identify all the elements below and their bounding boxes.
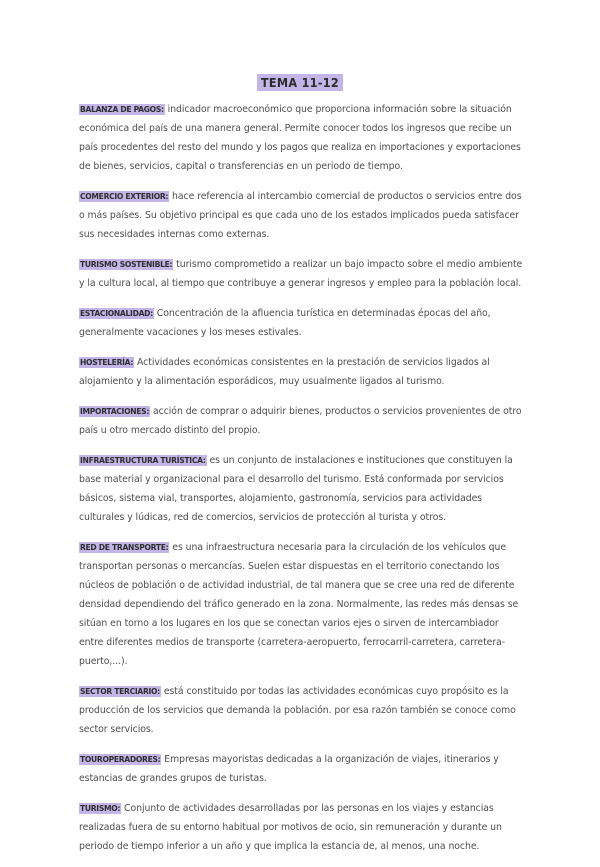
glossary-definition: es un conjunto de instalaciones e instituciones que constituyen la base material y organizacional para el desarrollo del turismo. Está conformada por servicios básicos, sistema vial, transportes, alojamiento, gastronomía, servicios para actividades culturales y lúdicas, red de comercios, servicios de protección al turista y otros.	[79, 455, 513, 523]
glossary-entry	[79, 538, 523, 671]
glossary-entry	[79, 187, 523, 244]
glossary-term: SECTOR TERCIARIO:	[80, 687, 160, 696]
glossary-definition: Concentración de la afluencia turística en determinadas épocas del año, generalmente vacaciones y los meses estivales.	[79, 308, 491, 338]
glossary-definition: está constituido por todas las actividades económicas cuyo propósito es la producción de los servicios que demanda la población. por esa razón también se conoce como sector servicios.	[79, 686, 516, 735]
glossary-term: HOSTELERÍA:	[80, 358, 134, 367]
glossary-definition: acción de comprar o adquirir bienes, productos o servicios provenientes de otro país u otro mercado distinto del propio.	[79, 406, 522, 436]
glossary-definition: Actividades económicas consistentes en la prestación de servicios ligados al alojamiento y la alimentación esporádicos, muy usualmente ligados al turismo.	[79, 357, 490, 387]
glossary-entry	[79, 402, 523, 440]
glossary-term: TOUROPERADORES:	[80, 755, 161, 764]
glossary-entry	[79, 799, 523, 856]
glossary-list	[79, 100, 523, 867]
glossary-term: BALANZA DE PAGOS:	[80, 105, 164, 114]
glossary-term: RED DE TRANSPORTE:	[80, 543, 169, 552]
glossary-entry	[79, 100, 523, 176]
glossary-term: TURISMO:	[80, 804, 121, 813]
glossary-entry	[79, 682, 523, 739]
glossary-term: COMERCIO EXTERIOR:	[80, 192, 169, 201]
page-title: TEMA 11-12	[257, 74, 343, 91]
glossary-term: TURISMO SOSTENIBLE:	[80, 260, 173, 269]
glossary-definition: Conjunto de actividades desarrolladas por las personas en los viajes y estancias realizadas fuera de su entorno habitual por motivos de ocio, sin remuneración y durante un periodo de tiempo inferior a un año y que implica la estancia de, al menos, una noche.	[79, 803, 502, 852]
glossary-definition: indicador macroeconómico que proporciona información sobre la situación económica del país de una manera general. Permite conocer todos los ingresos que recibe un país procedentes del resto del mundo y los pagos que realiza en importaciones y exportaciones de bienes, servicios, capital o transferencias en un periodo de tiempo.	[79, 104, 521, 172]
glossary-term: INFRAESTRUCTURA TURÍSTICA:	[80, 456, 206, 465]
glossary-term: IMPORTACIONES:	[80, 407, 150, 416]
title-container	[0, 72, 600, 91]
glossary-entry	[79, 353, 523, 391]
glossary-entry	[79, 750, 523, 788]
glossary-definition: turismo comprometido a realizar un bajo impacto sobre el medio ambiente y la cultura local, al tiempo que contribuye a generar ingresos y empleo para la población local.	[79, 259, 523, 289]
glossary-entry	[79, 255, 523, 293]
glossary-term: ESTACIONALIDAD:	[80, 309, 153, 318]
glossary-entry	[79, 304, 523, 342]
glossary-entry	[79, 451, 523, 527]
glossary-definition: es una infraestructura necesaria para la circulación de los vehículos que transportan personas o mercancías. Suelen estar dispuestas en el territorio conectando los núcleos de población o de actividad industrial, de tal manera que se cree una red de diferente densidad dependiendo del tráfico generado en la zona. Normalmente, las redes más densas se sitúan en torno a los lugares en los que se conectan varios ejes o sirven de intercambiador entre diferentes medios de transporte (carretera-aeropuerto, ferrocarril-carretera, carretera-puerto,...).	[79, 542, 519, 667]
glossary-definition: Empresas mayoristas dedicadas a la organización de viajes, itinerarios y estancias de grandes grupos de turistas.	[79, 754, 499, 784]
glossary-definition: hace referencia al intercambio comercial de productos o servicios entre dos o más países. Su objetivo principal es que cada uno de los estados implicados pueda satisfacer sus necesidades internas como externas.	[79, 191, 522, 240]
